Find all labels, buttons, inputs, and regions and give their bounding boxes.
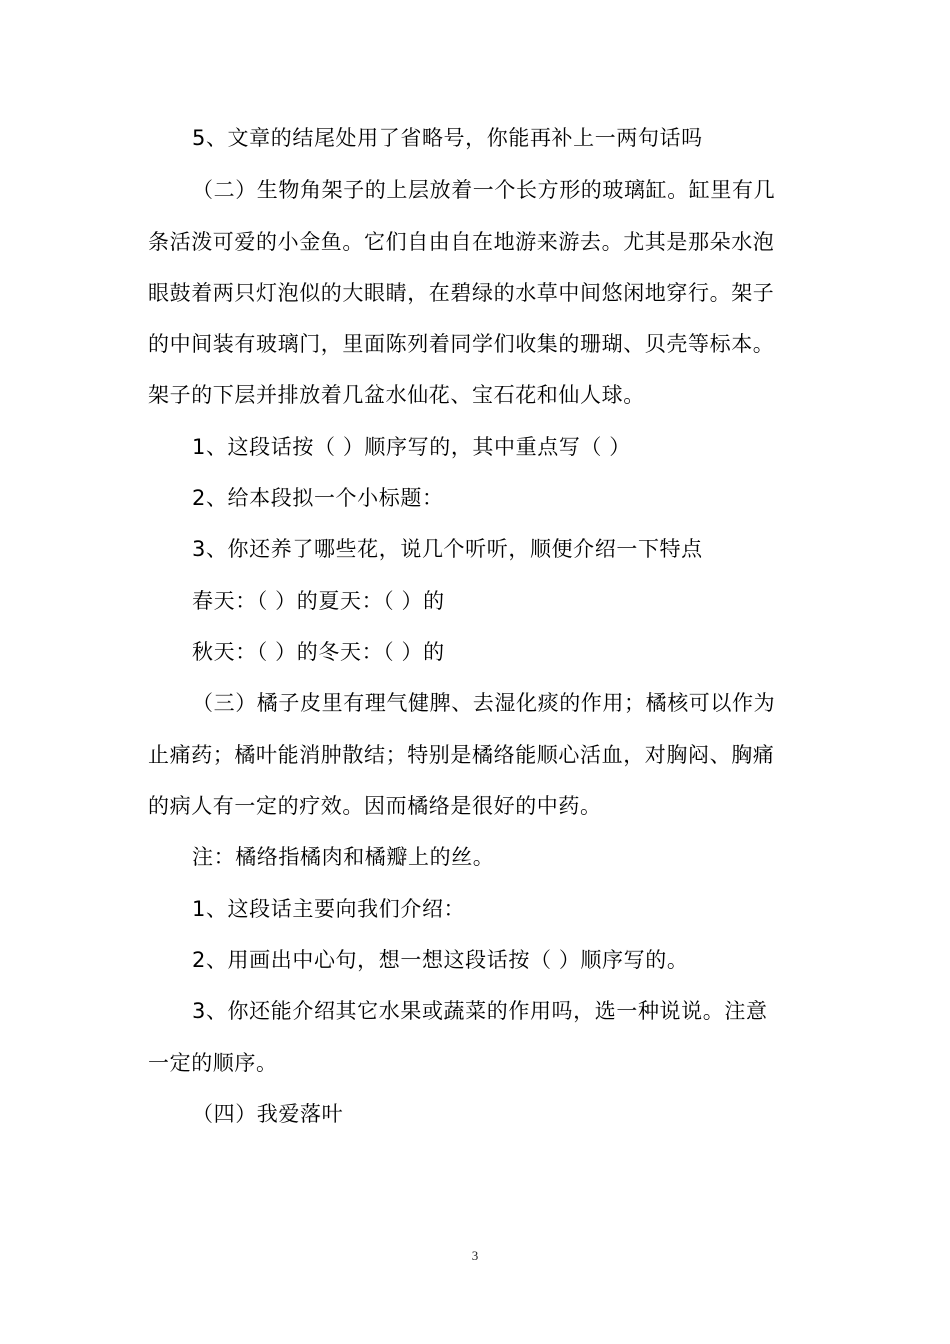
section-3-question-1: 1、这段话主要向我们介绍： (192, 897, 466, 921)
section-2-paragraph-line-3: 眼鼓着两只灯泡似的大眼睛，在碧绿的水草中间悠闲地穿行。架子 (148, 281, 775, 305)
section-3-question-2: 2、用画出中心句，想一想这段话按（ ）顺序写的。 (192, 948, 689, 972)
section-2-paragraph-line-4: 的中间装有玻璃门，里面陈列着同学们收集的珊瑚、贝壳等标本。 (148, 332, 775, 356)
season-line-autumn-winter: 秋天：（ ）的冬天：（ ）的 (192, 640, 445, 664)
section-2-paragraph-line-2: 条活泼可爱的小金鱼。它们自由自在地游来游去。尤其是那朵水泡 (148, 230, 775, 254)
section-2-question-3: 3、你还养了哪些花，说几个听听，顺便介绍一下特点 (192, 537, 703, 561)
section-3-question-3-line-1: 3、你还能介绍其它水果或蔬菜的作用吗，选一种说说。注意 (192, 999, 768, 1023)
section-2-paragraph-line-5: 架子的下层并排放着几盆水仙花、宝石花和仙人球。 (148, 383, 645, 407)
section-2-question-2: 2、给本段拟一个小标题： (192, 486, 444, 510)
section-3-note: 注：橘络指橘肉和橘瓣上的丝。 (192, 845, 495, 869)
section-2-paragraph-line-1: （二）生物角架子的上层放着一个长方形的玻璃缸。缸里有几 (192, 178, 776, 202)
question-5-text: 5、文章的结尾处用了省略号，你能再补上一两句话吗 (192, 126, 703, 150)
season-line-spring-summer: 春天：（ ）的夏天：（ ）的 (192, 589, 445, 613)
section-3-paragraph-line-1: （三）橘子皮里有理气健脾、去湿化痰的作用；橘核可以作为 (192, 691, 776, 715)
section-3-paragraph-line-2: 止痛药；橘叶能消肿散结；特别是橘络能顺心活血，对胸闷、胸痛 (148, 743, 775, 767)
section-3-paragraph-line-3: 的病人有一定的疗效。因而橘络是很好的中药。 (148, 794, 602, 818)
page-number: 3 (471, 1248, 479, 1263)
section-3-question-3-line-2: 一定的顺序。 (148, 1051, 278, 1075)
section-2-question-1: 1、这段话按（ ）顺序写的，其中重点写（ ） (192, 435, 631, 459)
section-4-heading: （四）我爱落叶 (192, 1102, 344, 1126)
